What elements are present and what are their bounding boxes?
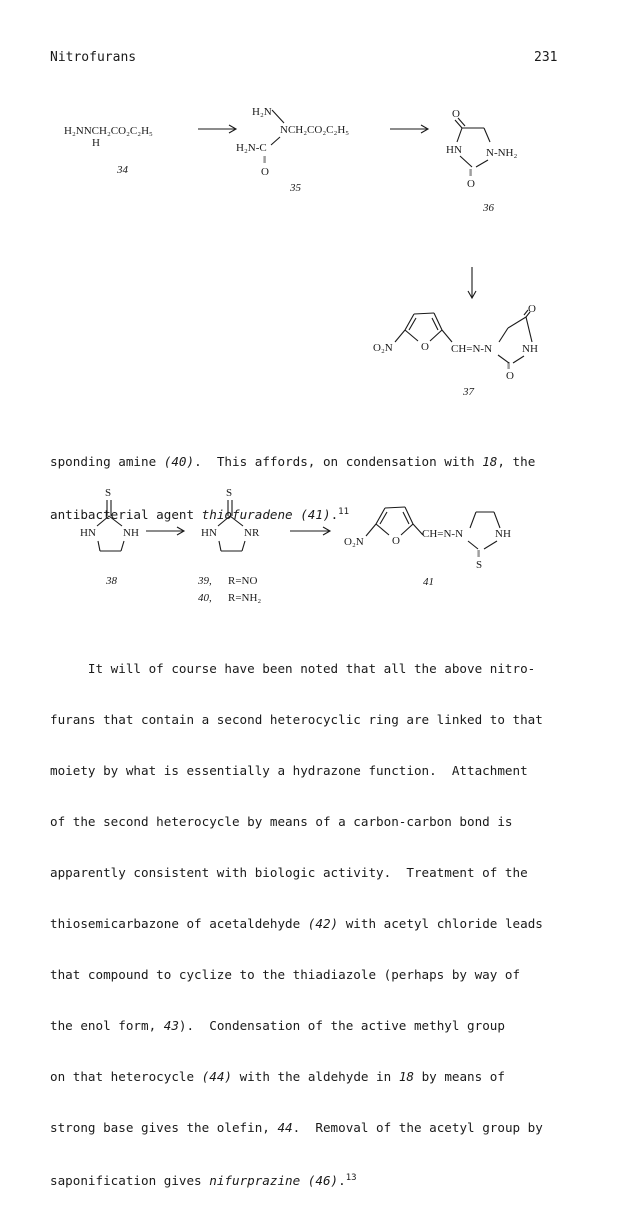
arrow-34-35: [198, 125, 236, 133]
compound-36-double-bond: ‖: [469, 167, 473, 179]
compound-39-hn: HN: [201, 527, 217, 539]
compound-39-substituent: R=NO: [228, 575, 258, 587]
page-number: 231: [534, 50, 558, 65]
compound-37-label: 37: [463, 386, 474, 398]
compound-36-label: 36: [483, 202, 494, 214]
arrow-35-36: [390, 125, 428, 133]
paragraph-2-line: moiety by what is essentially a hydrazone function. Attachment: [50, 763, 528, 778]
paragraph-1-line-1: sponding amine (40). This affords, on condensation with 18, the: [50, 454, 536, 469]
compound-34-label: 34: [117, 164, 128, 176]
paragraph-2-line: It will of course have been noted that all the above nitro-: [50, 661, 536, 676]
paragraph-2-line: strong base gives the olefin, 44. Removal of the acetyl group by: [50, 1120, 543, 1135]
compound-37-o-top: O: [528, 303, 536, 315]
compound-35-double-bond: ‖: [263, 154, 267, 166]
paragraph-2-line: on that heterocycle (44) with the aldehyde in 18 by means of: [50, 1069, 505, 1084]
compound-41-nh: NH: [495, 528, 511, 540]
compound-34-formula: H₂NNCH₂CO₂C₂H₅: [64, 125, 153, 137]
paragraph-2-line: thiosemicarbazone of acetaldehyde (42) with acetyl chloride leads: [50, 916, 543, 931]
compound-41-double-bond: ‖: [477, 548, 481, 560]
compound-37-o-bottom: O: [506, 370, 514, 382]
compound-37-link: CH=N-N: [451, 343, 493, 355]
paragraph-2-line: apparently consistent with biologic activity. Treatment of the: [50, 865, 528, 880]
compound-37-o2n: O₂N: [373, 342, 393, 354]
compound-41-link: CH=N-N: [422, 528, 464, 540]
compound-38-s: S: [105, 487, 112, 499]
compound-38-label: 38: [106, 575, 117, 587]
compound-37-nh: NH: [522, 343, 538, 355]
paragraph-2-line: furans that contain a second heterocyclic ring are linked to that: [50, 712, 543, 727]
compound-41-ring-oxygen: O: [392, 535, 400, 547]
compound-36: [446, 108, 517, 214]
compound-41-o2n: O₂N: [344, 536, 364, 548]
paragraph-1: [50, 419, 610, 540]
compound-38-nh: NH: [123, 527, 139, 539]
compound-35-chain: NCH₂CO₂C₂H₅: [280, 124, 350, 136]
compound-37-ring-oxygen: O: [421, 341, 429, 353]
compound-36-o-bottom: O: [467, 178, 475, 190]
compound-34: [64, 125, 153, 176]
compound-35: [236, 106, 349, 194]
compound-35-h2nc: H₂N-C: [236, 142, 267, 154]
compound-38-hn: HN: [80, 527, 96, 539]
paragraph-2-line: saponification gives nifurprazine (46).$^{13}$: [50, 1173, 357, 1189]
compound-35-label: 35: [290, 182, 301, 194]
paragraph-1-line-2: antibacterial agent thiofuradene (41).$^{11}$: [50, 507, 349, 523]
compound-34-h: H: [92, 137, 100, 149]
compound-35-oxygen: O: [261, 166, 269, 178]
compound-37: [373, 303, 538, 398]
paragraph-2: [50, 626, 610, 1206]
paragraph-2-line: that compound to cyclize to the thiadiazole (perhaps by way of: [50, 967, 521, 982]
compound-36-o-top: O: [452, 108, 460, 120]
compound-36-nnh2: N-NH₂: [486, 147, 518, 159]
compound-39-label: 39,: [198, 575, 212, 587]
compound-37-double-bond: ‖: [507, 360, 511, 372]
arrow-36-37: [468, 267, 476, 298]
running-header-title: Nitrofurans: [50, 50, 137, 65]
paragraph-2-line: the enol form, 43). Condensation of the active methyl group: [50, 1018, 505, 1033]
compound-40-substituent: R=NH₂: [228, 592, 262, 604]
compound-39-s: S: [226, 487, 233, 499]
compound-35-h2n-top: H₂N: [252, 106, 272, 118]
compound-39-nr: NR: [244, 527, 260, 539]
compound-40-label: 40,: [198, 592, 212, 604]
compound-41-label: 41: [423, 576, 434, 588]
compound-36-hn: HN: [446, 144, 462, 156]
compound-41-s: S: [476, 559, 483, 571]
paragraph-2-line: of the second heterocycle by means of a carbon-carbon bond is: [50, 814, 513, 829]
